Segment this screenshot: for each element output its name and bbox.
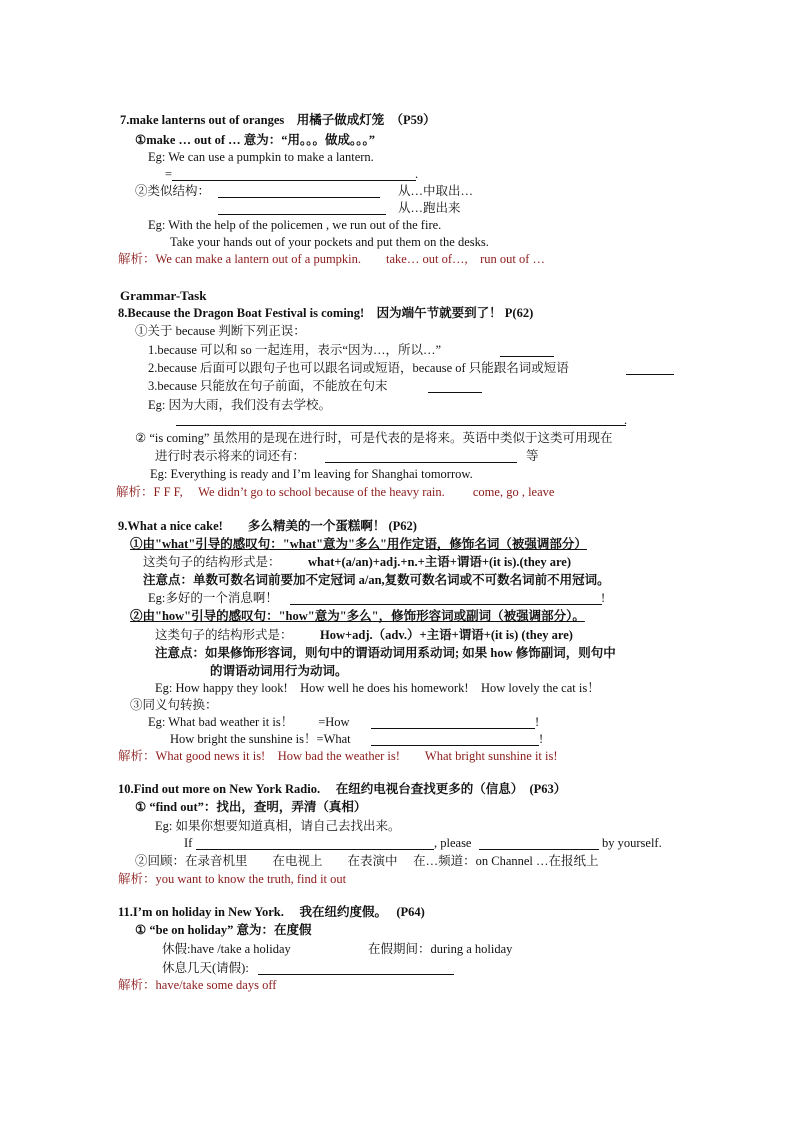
answer-text: We can make a lantern out of a pumpkin. take… out of…, run out of …: [155, 252, 546, 266]
word-if: If: [184, 836, 193, 850]
answer-blank[interactable]: [428, 392, 482, 393]
section-11-answer: [118, 977, 276, 993]
answer-label: 解析：: [118, 749, 156, 763]
answer-text: What good news it is! How bad the weather is! What bright sunshine it is!: [155, 749, 558, 763]
section-10-title: 10.Find out more on New York Radio. 在纽约电视台查找更多的（信息） (P63）: [118, 782, 567, 796]
answer-label: 解析：: [116, 485, 154, 499]
section-8-example: Eg: 因为大雨，我们没有去学校。: [148, 398, 331, 412]
section-10-point-1: ① “find out”：找出，查明，弄清（真相）: [135, 800, 367, 814]
section-9-structure-label: 这类句子的结构形式是：: [143, 555, 281, 569]
section-9-point-1: ①由"what"引导的感叹句："what"意为"多么"用作定语，修饰名词（被强调部分）: [130, 537, 587, 551]
answer-blank[interactable]: [218, 197, 380, 198]
section-11-line-1b: 在假期间：during a holiday: [368, 942, 513, 956]
section-10-example: Eg: 如果你想要知道真相，请自己去找出来。: [155, 819, 401, 833]
section-9-answer: [118, 748, 558, 764]
answer-blank[interactable]: [196, 849, 434, 850]
answer-label: 解析：: [118, 978, 156, 992]
section-8-title: 8.Because the Dragon Boat Festival is coming! 因为端午节就要到了！ P(62): [118, 306, 534, 320]
section-9-title: 9.What a nice cake! 多么精美的一个蛋糕啊！ (P62): [118, 519, 417, 533]
section-9-point-2: ②由"how"引导的感叹句："how"意为"多么"，修饰形容词或副词（被强调部分）。: [130, 609, 585, 623]
section-8-point-2c: 等: [526, 449, 539, 463]
section-9-example-4: How bright the sunshine is！=What: [170, 732, 351, 746]
answer-blank[interactable]: [176, 425, 626, 426]
section-7-point-2: ②类似结构：: [135, 184, 211, 198]
section-8-rule-3: 3.because 只能放在句子前面，不能放在句末: [148, 379, 388, 393]
section-9-point-3: ③同义句转换：: [130, 698, 218, 712]
section-9-note-2: 注意点：如果修饰形容词，则句中的谓语动词用系动词; 如果 how 修饰副词，则句中: [155, 646, 616, 660]
section-7-example-3: Take your hands out of your pockets and put them on the desks.: [170, 235, 489, 249]
answer-text: F F F, We didn’t go to school because of the heavy rain. come, go , leave: [153, 485, 555, 499]
section-7-point-2b: 从…跑出来: [398, 201, 461, 215]
section-9-structure-label-2: 这类句子的结构形式是：: [155, 628, 293, 642]
answer-blank[interactable]: [325, 462, 517, 463]
section-heading-grammar-task: Grammar-Task: [120, 288, 207, 303]
answer-blank[interactable]: [371, 745, 539, 746]
section-9-example-1: Eg:多好的一个消息啊！: [148, 591, 278, 605]
exclamation: !: [535, 715, 540, 729]
exclamation: !: [539, 732, 544, 746]
answer-blank[interactable]: [258, 974, 454, 975]
section-8-answer: [116, 484, 554, 500]
answer-blank[interactable]: [479, 849, 599, 850]
section-11-line-1a: 休假:have /take a holiday: [162, 942, 291, 956]
section-8-point-2: ② “is coming” 虽然用的是现在进行时，可是代表的是将来。英语中类似于这类可用现在: [135, 431, 613, 445]
section-8-example-2: Eg: Everything is ready and I’m leaving for Shanghai tomorrow.: [150, 467, 473, 481]
answer-label: 解析：: [118, 872, 156, 886]
section-9-structure: what+(a/an)+adj.+n.+主语+谓语+(it is).(they are): [308, 555, 571, 569]
section-9-note-1: 注意点：单数可数名词前要加不定冠词 a/an,复数可数名词或不可数名词前不用冠词。: [143, 573, 610, 587]
section-9-example-2: Eg: How happy they look! How well he does his homework! How lovely the cat is！: [155, 681, 600, 695]
word-please: , please: [434, 836, 472, 850]
section-10-answer: [118, 871, 346, 887]
answer-text: have/take some days off: [155, 978, 277, 992]
section-9-note-2b: 的谓语动词用行为动词。: [210, 664, 348, 678]
section-7-title: 7.make lanterns out of oranges 用橘子做成灯笼 （P59）: [120, 113, 436, 127]
section-8-point-2b: 进行时表示将来的词还有：: [155, 449, 306, 463]
answer-blank[interactable]: [172, 180, 416, 181]
section-9-structure-2: How+adj.（adv.）+主语+谓语+(it is) (they are): [320, 628, 573, 642]
section-7-equals: =: [165, 167, 173, 181]
section-7-example-2: Eg: With the help of the policemen , we run out of the fire.: [148, 218, 442, 232]
section-7-example: Eg: We can use a pumpkin to make a lantern.: [148, 150, 374, 164]
section-11-title: 11.I’m on holiday in New York. 我在纽约度假。 (P64): [118, 905, 425, 919]
answer-blank[interactable]: [218, 214, 386, 215]
section-10-point-2: ②回顾：在录音机里 在电视上 在表演中 在…频道：on Channel …在报纸上: [135, 854, 599, 868]
section-8-point-1: ①关于 because 判断下列正误：: [135, 324, 306, 338]
answer-blank[interactable]: [371, 728, 535, 729]
exclamation: !: [601, 591, 606, 605]
answer-blank[interactable]: [500, 356, 554, 357]
section-7-answer: [118, 251, 545, 267]
answer-label: 解析：: [118, 252, 156, 266]
section-7-point-1: ①make … out of … 意为：“用。。。做成。。。”: [135, 133, 376, 147]
word-by-yourself: by yourself.: [602, 836, 662, 850]
period: .: [415, 167, 419, 181]
section-11-line-2: 休息几天(请假):: [162, 961, 249, 975]
answer-blank[interactable]: [290, 604, 602, 605]
section-11-point-1: ① “be on holiday” 意为：在度假: [135, 923, 312, 937]
section-8-rule-1: 1.because 可以和 so 一起连用，表示“因为…，所以…”: [148, 343, 442, 357]
section-8-rule-2: 2.because 后面可以跟句子也可以跟名词或短语，because of 只能跟名词或短语: [148, 361, 569, 375]
period: .: [624, 413, 628, 427]
answer-blank[interactable]: [626, 374, 674, 375]
section-7-point-2a: 从…中取出…: [398, 184, 474, 198]
section-9-example-3: Eg: What bad weather it is！ =How: [148, 715, 350, 729]
answer-text: you want to know the truth, find it out: [155, 872, 347, 886]
